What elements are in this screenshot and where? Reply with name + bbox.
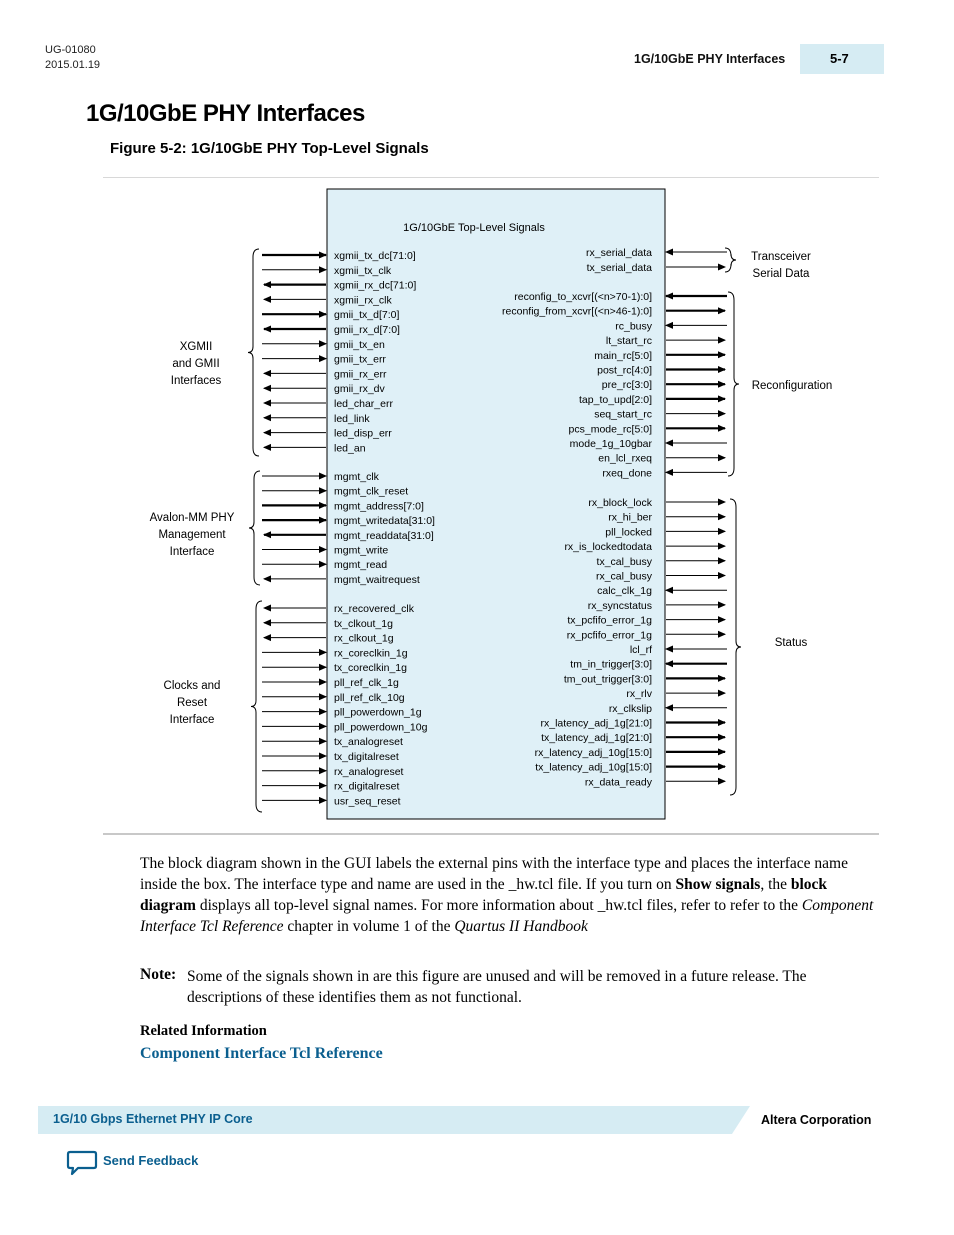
signal-label-rx-recovered-clk: rx_recovered_clk [334, 603, 414, 615]
signal-label-tm-in-trigger-3-0: tm_in_trigger[3:0] [570, 658, 652, 671]
signal-label-rx-hi-ber: rx_hi_ber [608, 511, 652, 524]
figure-caption: Figure 5-2: 1G/10GbE PHY Top-Level Signals [110, 140, 429, 157]
signal-label-rx-serial-data: rx_serial_data [586, 247, 652, 259]
status-group-label [775, 637, 808, 649]
signal-label-rx-clkout-1g: rx_clkout_1g [334, 632, 394, 645]
signal-label-xgmii-tx-clk: xgmii_tx_clk [334, 264, 392, 277]
signal-label-led-an: led_an [334, 442, 366, 455]
signal-label-mgmt-clk-reset: mgmt_clk_reset [334, 485, 409, 498]
footer-product-band [38, 1106, 750, 1139]
signal-label-mode-1g-10gbar: mode_1g_10gbar [569, 438, 652, 450]
xgmii-group-label-line: Interfaces [170, 375, 222, 387]
signal-label-reconfig-to-xcvr-n-70-1-0: reconfig_to_xcvr[(<n>70-1):0] [514, 291, 652, 303]
related-info-heading: Related Information [140, 1023, 267, 1039]
signal-label-rx-syncstatus: rx_syncstatus [587, 599, 652, 612]
signal-label-gmii-rx-d-7-0: gmii_rx_d[7:0] [334, 324, 400, 336]
avalon-group-label-line: Interface [169, 546, 215, 558]
signal-label-tx-latency-adj-1g-21-0: tx_latency_adj_1g[21:0] [541, 732, 652, 745]
signal-label-rx-rlv: rx_rlv [626, 688, 652, 701]
avalon-brace [249, 471, 260, 585]
clocks-group-label-line: Interface [169, 714, 215, 726]
signal-label-main-rc-5-0: main_rc[5:0] [594, 349, 652, 362]
status-brace [730, 499, 741, 795]
handbook-title: Quartus II Handbook [454, 918, 588, 935]
signal-label-rx-analogreset: rx_analogreset [334, 765, 404, 778]
signal-label-pcs-mode-rc-5-0: pcs_mode_rc[5:0] [568, 423, 652, 436]
signal-label-led-disp-err: led_disp_err [334, 427, 392, 440]
avalon-group-label-line: Avalon-MM PHY [149, 512, 235, 524]
signal-label-tap-to-upd-2-0: tap_to_upd[2:0] [579, 393, 652, 406]
signal-label-rx-data-ready: rx_data_ready [584, 776, 652, 789]
signal-label-pll-locked: pll_locked [605, 526, 652, 539]
signal-label-tm-out-trigger-3-0: tm_out_trigger[3:0] [563, 673, 652, 686]
signal-label-rxeq-done: rxeq_done [602, 467, 652, 480]
tcl-reference-title: Component Interface Tcl Reference [140, 897, 874, 935]
block-title: 1G/10GbE Top-Level Signals [403, 222, 545, 234]
signal-label-tx-analogreset: tx_analogreset [334, 736, 403, 749]
signal-label-tx-latency-adj-10g-15-0: tx_latency_adj_10g[15:0] [535, 761, 652, 774]
signal-label-en-lcl-rxeq: en_lcl_rxeq [598, 452, 652, 465]
signal-label-xgmii-tx-dc-71-0: xgmii_tx_dc[71:0] [334, 250, 416, 262]
signal-label-mgmt-waitrequest: mgmt_waitrequest [334, 573, 420, 586]
signal-label-tx-digitalreset: tx_digitalreset [334, 751, 399, 763]
reconfig-group-label-line: Reconfiguration [751, 380, 833, 392]
avalon-group-label-line: Management [158, 529, 226, 541]
doc-date: 2015.01.19 [45, 59, 101, 71]
signal-label-mgmt-clk: mgmt_clk [334, 471, 379, 483]
signal-label-mgmt-address-7-0: mgmt_address[7:0] [334, 500, 424, 513]
signal-label-gmii-tx-d-7-0: gmii_tx_d[7:0] [334, 309, 400, 322]
clocks-group-label-line: Reset [176, 697, 208, 709]
signal-label-rx-latency-adj-10g-15-0: rx_latency_adj_10g[15:0] [534, 746, 652, 759]
page-number: 5-7 [830, 51, 849, 66]
xgmii-group-label-line: XGMII [179, 341, 213, 353]
signal-label-gmii-tx-en: gmii_tx_en [334, 338, 385, 351]
send-feedback-label: Send Feedback [103, 1153, 199, 1168]
signal-label-rx-cal-busy: rx_cal_busy [595, 570, 652, 583]
signal-label-mgmt-readdata-31-0: mgmt_readdata[31:0] [334, 529, 434, 542]
footer-company: Altera Corporation [761, 1113, 872, 1127]
clocks-group-label [164, 680, 221, 726]
signal-label-pll-ref-clk-10g: pll_ref_clk_10g [334, 691, 405, 704]
signal-label-rx-latency-adj-1g-21-0: rx_latency_adj_1g[21:0] [540, 717, 652, 730]
transceiver-group-label-line: Serial Data [752, 268, 810, 280]
signal-label-mgmt-writedata-31-0: mgmt_writedata[31:0] [334, 515, 435, 528]
signal-label-pll-powerdown-1g: pll_powerdown_1g [334, 706, 422, 719]
xgmii-group-label-line: and GMII [172, 358, 220, 370]
transceiver-group-label [751, 251, 811, 280]
signal-label-tx-coreclkin-1g: tx_coreclkin_1g [334, 662, 407, 675]
signal-label-seq-start-rc: seq_start_rc [594, 408, 652, 421]
signal-label-calc-clk-1g: calc_clk_1g [597, 585, 652, 598]
signal-label-rx-clkslip: rx_clkslip [608, 702, 652, 715]
xgmii-brace [248, 249, 259, 456]
signal-label-pll-powerdown-10g: pll_powerdown_10g [334, 721, 428, 734]
signal-label-rc-busy: rc_busy [615, 320, 652, 333]
signal-label-tx-pcfifo-error-1g: tx_pcfifo_error_1g [567, 614, 652, 627]
section-title: 1G/10GbE PHY Interfaces [86, 100, 365, 127]
signal-label-pre-rc-3-0: pre_rc[3:0] [601, 379, 652, 392]
signal-label-led-link: led_link [334, 412, 370, 425]
xgmii-group-label [171, 341, 222, 387]
note-text: Some of the signals shown in are this figure are unused and will be removed in a future release. The descriptions of these identifies them as not functional. [187, 968, 807, 1006]
avalon-group-label [150, 512, 235, 558]
feedback-icon [66, 1150, 98, 1176]
signal-label-rx-digitalreset: rx_digitalreset [334, 780, 400, 793]
signal-label-gmii-rx-dv: gmii_rx_dv [334, 383, 385, 396]
reconfig-group-label [752, 380, 833, 392]
body-paragraph: The block diagram shown in the GUI labels the external pins with the interface type and places the interface name inside the box. The interface type and name are used in the _hw.tcl file. If you turn on Show signals, the block diagram displays all top-level signal names. For more information about _hw.tcl files, refer to refer to the Component Interface Tcl Reference chapter in volume 1 of the Quartus II Handbook [140, 855, 874, 935]
signal-label-lt-start-rc: lt_start_rc [605, 335, 652, 348]
signal-label-pll-ref-clk-1g: pll_ref_clk_1g [334, 677, 399, 689]
figure-bottom-rule [103, 833, 879, 835]
signal-label-tx-clkout-1g: tx_clkout_1g [334, 617, 393, 630]
signal-label-rx-coreclkin-1g: rx_coreclkin_1g [334, 647, 408, 660]
show-signals-term: Show signals [675, 876, 761, 893]
signal-label-xgmii-rx-clk: xgmii_rx_clk [334, 294, 392, 307]
signal-label-usr-seq-reset: usr_seq_reset [334, 795, 401, 808]
doc-id: UG-01080 [45, 44, 96, 56]
tcl-reference-link[interactable]: Component Interface Tcl Reference [140, 1045, 383, 1062]
signal-label-rx-pcfifo-error-1g: rx_pcfifo_error_1g [566, 629, 652, 642]
note-label: Note: [140, 966, 177, 983]
signal-label-reconfig-from-xcvr-n-46-1-0: reconfig_from_xcvr[(<n>46-1):0] [502, 305, 652, 318]
signal-label-gmii-rx-err: gmii_rx_err [334, 368, 387, 381]
signal-label-gmii-tx-err: gmii_tx_err [334, 353, 386, 366]
footer-product: 1G/10 Gbps Ethernet PHY IP Core [53, 1112, 253, 1126]
signal-label-post-rc-4-0: post_rc[4:0] [597, 364, 652, 377]
signal-label-xgmii-rx-dc-71-0: xgmii_rx_dc[71:0] [334, 279, 417, 292]
signal-label-lcl-rf: lcl_rf [629, 644, 652, 656]
clocks-group-label-line: Clocks and [163, 680, 221, 692]
signal-label-rx-is-lockedtodata: rx_is_lockedtodata [564, 541, 652, 554]
signal-label-tx-serial-data: tx_serial_data [586, 262, 652, 274]
signal-label-rx-block-lock: rx_block_lock [588, 497, 652, 509]
send-feedback-button[interactable] [66, 1150, 199, 1181]
running-header-title: 1G/10GbE PHY Interfaces [634, 52, 786, 66]
signal-label-led-char-err: led_char_err [334, 398, 393, 410]
block-diagram-term: block diagram [140, 876, 828, 914]
signal-label-tx-cal-busy: tx_cal_busy [596, 555, 652, 568]
signal-label-mgmt-write: mgmt_write [334, 544, 389, 557]
reconfig-brace [728, 292, 739, 476]
transceiver-group-label-line: Transceiver [751, 251, 811, 263]
status-group-label-line: Status [774, 637, 808, 649]
signal-label-mgmt-read: mgmt_read [334, 559, 388, 572]
clocks-brace [251, 601, 262, 812]
